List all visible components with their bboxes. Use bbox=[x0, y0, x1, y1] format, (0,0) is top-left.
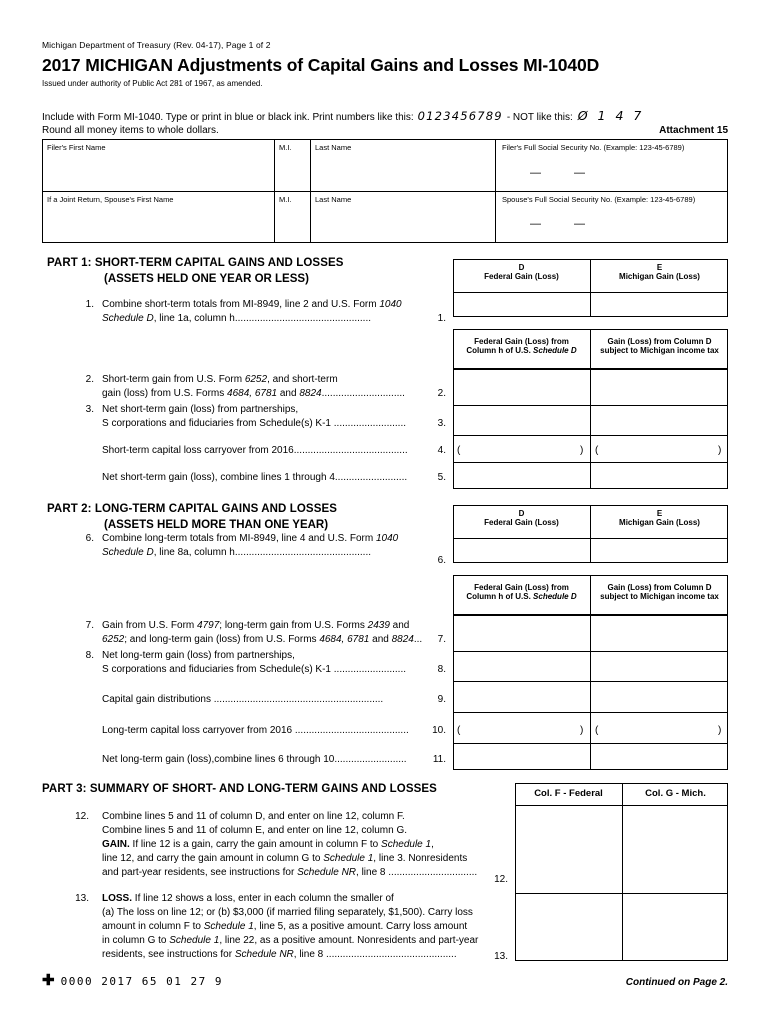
line-4-leader-dots: ......................................... bbox=[293, 445, 408, 456]
line-2-number-right: 2. bbox=[437, 388, 446, 399]
line-4-col-e-close-paren: ) bbox=[718, 445, 722, 456]
line-3-number: 3. bbox=[85, 404, 94, 415]
attachment-number: Attachment 15 bbox=[659, 125, 728, 136]
line-13-text-4: in column G to Schedule 1, line 22, as a positive amount. Nonresidents and part-year bbox=[102, 935, 479, 946]
line-12-text-3: GAIN. If line 12 is a gain, carry the gain amount in column F to Schedule 1, bbox=[102, 839, 434, 850]
plus-icon: ✚ bbox=[42, 972, 55, 989]
line-8-text-a: Net long-term gain (loss) from partnerships, bbox=[102, 650, 295, 661]
line-7-leader-dots: ... bbox=[413, 634, 423, 645]
part2-col-e-subheader: Gain (Loss) from Column D subject to Michigan income tax bbox=[600, 583, 719, 602]
part1-col-d-subheader-line2: Column h of U.S. Schedule D bbox=[466, 346, 577, 356]
line-12-number-right: 12. bbox=[494, 874, 508, 885]
line-7-text-a: Gain from U.S. Form 4797; long-term gain from U.S. Forms 2439 and bbox=[102, 620, 410, 631]
spouse-ssn-field[interactable] bbox=[496, 192, 727, 243]
line-12-text-5: and part-year residents, see instructions for Schedule NR, line 8 ................................ bbox=[102, 867, 478, 878]
line-12-text-4: line 12, and carry the gain amount in column G to Schedule 1, line 3. Nonresidents bbox=[102, 853, 468, 864]
line-6-text-b: Schedule D, line 8a, column h................................................. bbox=[102, 547, 372, 558]
divider bbox=[453, 405, 728, 406]
taxpayer-identification-block bbox=[42, 139, 728, 243]
line-7-number: 7. bbox=[85, 620, 94, 631]
part3-col-g-header: Col. G - Mich. bbox=[645, 788, 706, 799]
bad-digits: Ø 1 4 7 bbox=[577, 108, 645, 123]
divider bbox=[453, 462, 728, 463]
line-6-number: 6. bbox=[85, 533, 94, 544]
line-2-leader-dots: .............................. bbox=[321, 388, 405, 399]
line-10-leader-dots: ......................................... bbox=[294, 725, 409, 736]
line-11-text: Net long-term gain (loss),combine lines 6 through 10.......................... bbox=[102, 754, 407, 765]
part-2-subheading: (ASSETS HELD MORE THAN ONE YEAR) bbox=[104, 519, 329, 531]
line-1-text-a bbox=[102, 299, 447, 310]
not-like-text: - NOT like this: bbox=[506, 112, 573, 123]
part1-col-e-label: Michigan Gain (Loss) bbox=[619, 272, 700, 282]
spouse-mi-label: M.I. bbox=[279, 194, 292, 204]
line-7-number-right: 7. bbox=[437, 634, 446, 645]
divider bbox=[590, 369, 591, 489]
part1-col-d-label: Federal Gain (Loss) bbox=[484, 272, 559, 282]
part1-col-d-subheader bbox=[453, 337, 590, 355]
filer-mi-field[interactable] bbox=[275, 140, 311, 191]
page-title: 2017 MICHIGAN Adjustments of Capital Gains and Losses MI-1040D bbox=[42, 55, 600, 75]
line-1-text-part2: , line 1a, column h bbox=[153, 313, 235, 324]
divider bbox=[453, 681, 728, 682]
line-13-text-3: amount in column F to Schedule 1, line 5, as a positive amount. Carry loss amount bbox=[102, 921, 468, 932]
line-10-col-e-close-paren: ) bbox=[718, 725, 722, 736]
line-13-number-right: 13. bbox=[494, 951, 508, 962]
spouse-first-name-label: If a Joint Return, Spouse's First Name bbox=[47, 194, 174, 204]
filer-ssn-label: Filer's Full Social Security No. (Example: 123-45-6789) bbox=[502, 143, 685, 152]
barcode-block bbox=[42, 973, 223, 988]
line-3-text-a: Net short-term gain (loss) from partnerships, bbox=[102, 404, 299, 415]
line-2-text-a: Short-term gain from U.S. Form 6252, and short-term bbox=[102, 374, 338, 385]
line-7-text-b: 6252; and long-term gain (loss) from U.S. Forms 4684, 6781 and 8824... bbox=[102, 634, 423, 645]
round-instructions-row bbox=[42, 125, 728, 136]
divider bbox=[453, 743, 728, 744]
filer-first-name-label: Filer's First Name bbox=[47, 143, 106, 152]
line-8-leader-dots: .......................... bbox=[333, 664, 407, 675]
line-1-leader-dots: ................................................. bbox=[234, 313, 372, 324]
part2-col-e-header bbox=[591, 509, 728, 527]
line-5-text: Net short-term gain (loss), combine lines 1 through 4.......................... bbox=[102, 472, 408, 483]
line-12-text-1: Combine lines 5 and 11 of column D, and enter on line 12, column F. bbox=[102, 811, 405, 822]
line-9-text: Capital gain distributions ............................................................. bbox=[102, 694, 384, 705]
spouse-ssn-label: Spouse's Full Social Security No. (Example: 123-45-6789) bbox=[502, 194, 696, 204]
line-13-leader-dots: ............................................... bbox=[326, 949, 457, 960]
part1-col-e-subheader bbox=[591, 337, 728, 355]
continued-note: Continued on Page 2. bbox=[625, 977, 728, 988]
line-1-text-part1: Combine short-term totals from MI-8949, line 2 and U.S. Form bbox=[102, 299, 380, 310]
line-13-text-2: (a) The loss on line 12; or (b) $3,000 (if married filing separately, $1,500). Carry loss bbox=[102, 907, 473, 918]
part2-col-e-letter: E bbox=[656, 509, 663, 518]
sample-digits: 0123456789 bbox=[417, 109, 503, 123]
issued-authority: Issued under authority of Public Act 281 of 1967, as amended. bbox=[42, 79, 263, 88]
divider bbox=[453, 712, 728, 713]
line-1-form-ref: 1040 bbox=[379, 299, 402, 310]
part1-col-e-subheader-line2: subject to Michigan income tax bbox=[600, 346, 719, 356]
line-4-col-e-open-paren: ( bbox=[595, 445, 599, 456]
part-2-heading: PART 2: LONG-TERM CAPITAL GAINS AND LOSSES bbox=[47, 503, 338, 515]
line-9-number-right: 9. bbox=[437, 694, 446, 705]
line-12-number: 12. bbox=[75, 811, 89, 822]
divider bbox=[453, 651, 728, 652]
filer-name-row bbox=[43, 140, 495, 192]
line-4-col-d-open-paren: ( bbox=[457, 445, 461, 456]
line-4-col-d-close-paren: ) bbox=[580, 445, 584, 456]
line-10-col-e-open-paren: ( bbox=[595, 725, 599, 736]
line-13-text-5: residents, see instructions for Schedule NR, line 8 ............................................... bbox=[102, 949, 457, 960]
line-3-leader-dots: .......................... bbox=[333, 418, 407, 429]
line-10-text: Long-term capital loss carryover from 2016 ......................................... bbox=[102, 725, 409, 736]
line-12-text-2: Combine lines 5 and 11 of column E, and enter on line 12, column G. bbox=[102, 825, 407, 836]
part1-col-d-letter: D bbox=[518, 263, 525, 272]
part1-col-e-subheader-line1: Gain (Loss) from Column D bbox=[607, 337, 712, 346]
line-13-number: 13. bbox=[75, 893, 89, 904]
line-8-number-right: 8. bbox=[437, 664, 446, 675]
print-instructions bbox=[42, 108, 728, 123]
line-6-text-a: Combine long-term totals from MI-8949, line 4 and U.S. Form 1040 bbox=[102, 533, 399, 544]
line-2-text-b: gain (loss) from U.S. Forms 4684, 6781 and 8824.............................. bbox=[102, 388, 405, 399]
part2-col-d-letter: D bbox=[518, 509, 525, 518]
filer-last-name-field[interactable] bbox=[311, 140, 495, 191]
part-1-subheading: (ASSETS HELD ONE YEAR OR LESS) bbox=[104, 273, 309, 285]
spouse-name-row bbox=[43, 192, 495, 243]
line-4-text: Short-term capital loss carryover from 2016......................................... bbox=[102, 445, 408, 456]
part1-col-e-header bbox=[591, 263, 728, 281]
spouse-ssn-dashes: — — bbox=[530, 218, 586, 230]
filer-first-name-field[interactable] bbox=[43, 140, 275, 191]
line-8-text-b: S corporations and fiduciaries from Schedule(s) K-1 .......................... bbox=[102, 664, 407, 675]
line-9-leader-dots: ............................................................. bbox=[213, 694, 384, 705]
department-line: Michigan Department of Treasury (Rev. 04-17), Page 1 of 2 bbox=[42, 40, 271, 50]
line-12-leader-dots: ................................ bbox=[388, 867, 478, 878]
line-2-number: 2. bbox=[85, 374, 94, 385]
line-11-leader-dots: .......................... bbox=[334, 754, 407, 765]
divider bbox=[453, 435, 728, 436]
part3-col-f-header: Col. F - Federal bbox=[534, 788, 603, 799]
line-3-text-b: S corporations and fiduciaries from Schedule(s) K-1 .......................... bbox=[102, 418, 407, 429]
part-3-section bbox=[42, 783, 728, 973]
form-barcode-number: 0000 2017 65 01 27 9 bbox=[60, 975, 224, 988]
part2-col-d-header bbox=[453, 509, 590, 527]
part-1-section bbox=[42, 257, 728, 489]
line-8-number: 8. bbox=[85, 650, 94, 661]
filer-last-name-label: Last Name bbox=[315, 143, 352, 152]
part-1-heading: PART 1: SHORT-TERM CAPITAL GAINS AND LOSSES bbox=[47, 257, 344, 269]
spouse-last-name-field[interactable] bbox=[311, 192, 495, 243]
divider bbox=[622, 783, 623, 961]
part1-col-d-header bbox=[453, 263, 590, 281]
filer-ssn-dashes: — — bbox=[530, 166, 586, 179]
include-text: Include with Form MI-1040. Type or print in blue or black ink. Print numbers like this: bbox=[42, 112, 414, 123]
line-4-number-right: 4. bbox=[437, 445, 446, 456]
part-2-section bbox=[42, 503, 728, 773]
part-3-heading: PART 3: SUMMARY OF SHORT- AND LONG-TERM GAINS AND LOSSES bbox=[42, 783, 437, 795]
round-text: Round all money items to whole dollars. bbox=[42, 125, 219, 136]
line-5-leader-dots: .......................... bbox=[334, 472, 408, 483]
ssn-fields bbox=[496, 140, 727, 242]
line-10-col-d-close-paren: ) bbox=[580, 725, 584, 736]
line-6-leader-dots: ................................................. bbox=[234, 547, 372, 558]
divider bbox=[590, 615, 591, 770]
line-11-number-right: 11. bbox=[432, 754, 446, 765]
line-1-number: 1. bbox=[85, 299, 94, 310]
part2-col-d-label: Federal Gain (Loss) bbox=[484, 518, 559, 528]
line-10-col-d-open-paren: ( bbox=[457, 725, 461, 736]
filer-mi-label: M.I. bbox=[279, 143, 292, 152]
line-5-number-right: 5. bbox=[437, 472, 446, 483]
line-3-number-right: 3. bbox=[437, 418, 446, 429]
line-13-text-1: LOSS. If line 12 shows a loss, enter in each column the smaller of bbox=[102, 893, 394, 904]
line-1-text-b bbox=[102, 313, 447, 324]
line-1-number-right: 1. bbox=[437, 313, 446, 324]
part2-col-e-label: Michigan Gain (Loss) bbox=[619, 518, 700, 528]
part1-col-e-letter: E bbox=[656, 263, 663, 272]
spouse-first-name-field[interactable] bbox=[43, 192, 275, 243]
form-body bbox=[42, 40, 728, 973]
line-1-schedule-ref: Schedule D bbox=[102, 313, 154, 324]
name-fields bbox=[43, 140, 496, 242]
part1-col-d-subheader-line1: Federal Gain (Loss) from bbox=[474, 337, 569, 346]
line-6-number-right: 6. bbox=[437, 555, 446, 566]
line-10-number-right: 10. bbox=[432, 725, 446, 736]
filer-ssn-field[interactable] bbox=[496, 140, 727, 192]
spouse-last-name-label: Last Name bbox=[315, 194, 352, 204]
form-footer bbox=[42, 973, 728, 988]
spouse-mi-field[interactable] bbox=[275, 192, 311, 243]
part2-col-d-subheader: Federal Gain (Loss) from Column h of U.S. Schedule D bbox=[466, 583, 577, 602]
